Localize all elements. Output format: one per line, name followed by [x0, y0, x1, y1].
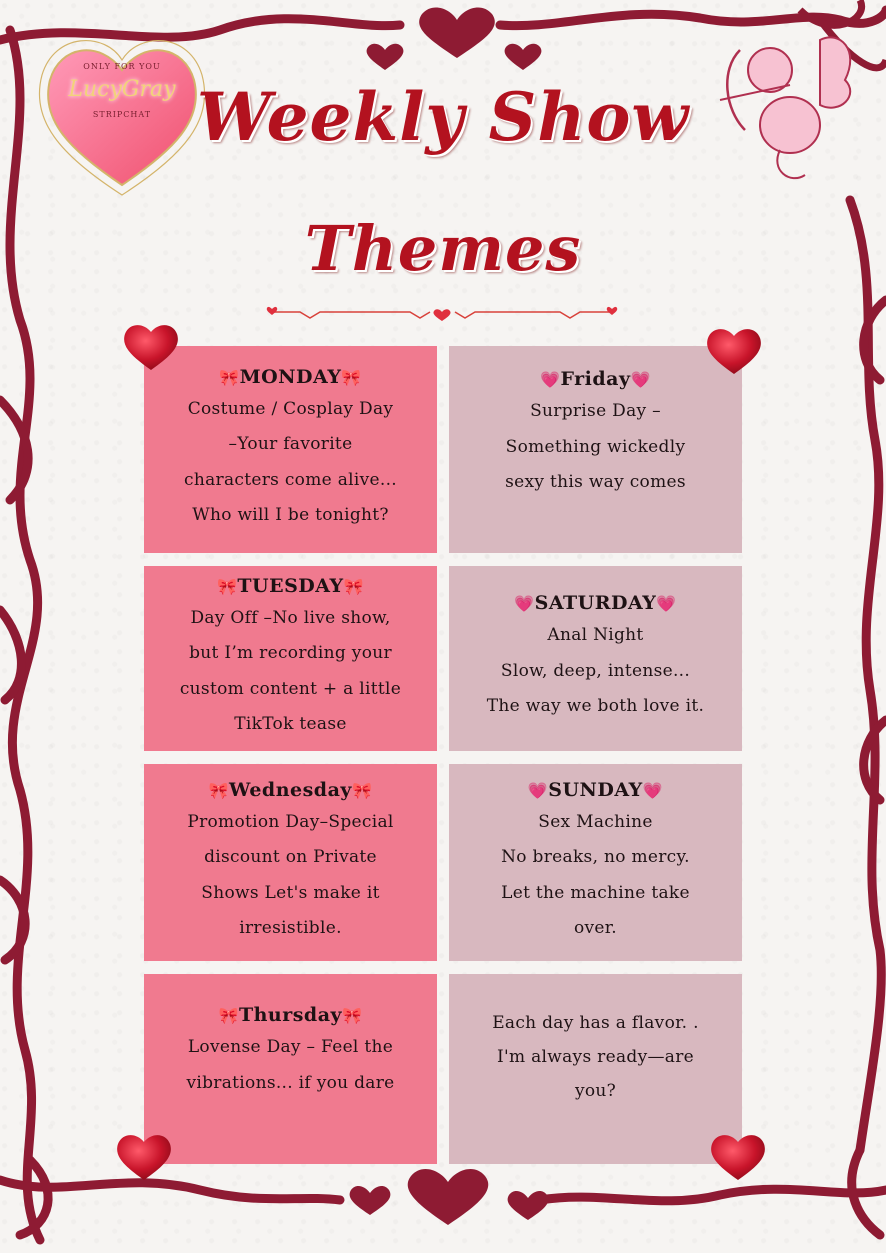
heart-icon [704, 324, 764, 376]
heart-icon: 💗 [540, 370, 561, 389]
card-body [184, 392, 397, 534]
card-line: Day Off –No live show, [190, 607, 391, 628]
card-line: The way we both love it. [486, 696, 705, 717]
card-line: but I’m recording your [189, 643, 392, 663]
card-body [492, 1006, 699, 1108]
card-line: –Your favorite [228, 434, 353, 454]
card-line: characters come alive... [184, 469, 397, 490]
card-line: Slow, deep, intense... [500, 660, 691, 681]
day-label: Thursday [238, 1004, 343, 1026]
card-line: Surprise Day – [530, 401, 661, 421]
card-line: sexy this way comes [505, 472, 686, 492]
heart-icon: 💗 [630, 370, 651, 389]
card-line: irresistible. [239, 918, 342, 938]
bow-icon: 🎀 [351, 780, 373, 800]
day-label: Wednesday [229, 778, 352, 801]
card-sunday [449, 764, 742, 961]
title-line-1: Weekly Show [196, 78, 690, 156]
card-body [186, 1030, 394, 1101]
card-heading [219, 1004, 363, 1026]
card-closing [449, 974, 742, 1164]
card-thursday [144, 974, 437, 1164]
card-line: Anal Night [547, 625, 644, 646]
card-line: discount on Private [204, 847, 377, 867]
card-wednesday [144, 764, 437, 961]
bow-icon: 🎀 [341, 367, 362, 387]
card-line: over. [573, 918, 618, 938]
day-label: Friday [560, 368, 631, 390]
card-tuesday [144, 566, 437, 751]
heart-icon: 💗 [527, 780, 549, 800]
card-line: custom content + a little [179, 678, 402, 699]
heart-icon: 💗 [656, 594, 677, 614]
card-heading [514, 592, 677, 614]
logo-bottom-text: STRIPCHAT [92, 110, 152, 119]
card-heading [217, 575, 364, 597]
logo-top-text: ONLY FOR YOU [83, 62, 161, 71]
card-body [505, 394, 686, 501]
card-saturday [449, 566, 742, 751]
card-line: Something wickedly [505, 436, 686, 457]
bow-icon: 🎀 [216, 576, 238, 596]
card-line: Who will I be tonight? [192, 505, 389, 525]
bow-icon: 🎀 [208, 780, 230, 800]
card-line: Promotion Day–Special [187, 811, 394, 832]
bow-icon: 🎀 [218, 1006, 239, 1025]
card-line: No breaks, no mercy. [501, 847, 690, 867]
card-line: TikTok tease [234, 714, 347, 734]
card-body [501, 805, 690, 947]
day-label: SUNDAY [548, 778, 643, 801]
day-label: MONDAY [239, 365, 342, 388]
heart-icon: 💗 [642, 780, 664, 800]
card-line: Lovense Day – Feel the [187, 1037, 394, 1057]
bow-icon: 🎀 [343, 576, 365, 596]
top-heart [419, 7, 495, 58]
heart-icon [114, 1130, 174, 1182]
card-heading [219, 366, 362, 388]
card-line: you? [574, 1081, 617, 1101]
day-label: TUESDAY [237, 574, 344, 597]
card-friday [449, 346, 742, 553]
card-body [487, 618, 704, 725]
logo-name: LucyGray [68, 77, 176, 102]
title-line-2: Themes [304, 212, 582, 285]
heart-icon [121, 320, 181, 372]
heart-icon: 💗 [514, 594, 535, 614]
card-heading [209, 779, 373, 801]
card-line: I'm always ready—are [496, 1047, 695, 1067]
card-body [180, 601, 401, 743]
card-line: Costume / Cosplay Day [187, 398, 394, 419]
bow-icon: 🎀 [219, 367, 240, 387]
bow-icon: 🎀 [342, 1006, 363, 1025]
card-heading [540, 368, 651, 390]
card-line: Let the machine take [501, 882, 690, 903]
card-heading [528, 779, 663, 801]
card-body [187, 805, 393, 947]
day-label: SATURDAY [534, 592, 657, 615]
card-line: Each day has a flavor. . [492, 1013, 699, 1033]
card-line: Shows Let's make it [201, 882, 380, 903]
card-monday [144, 346, 437, 553]
card-line: vibrations... if you dare [186, 1072, 395, 1093]
heart-icon [708, 1130, 768, 1182]
card-line: Sex Machine [538, 811, 653, 832]
